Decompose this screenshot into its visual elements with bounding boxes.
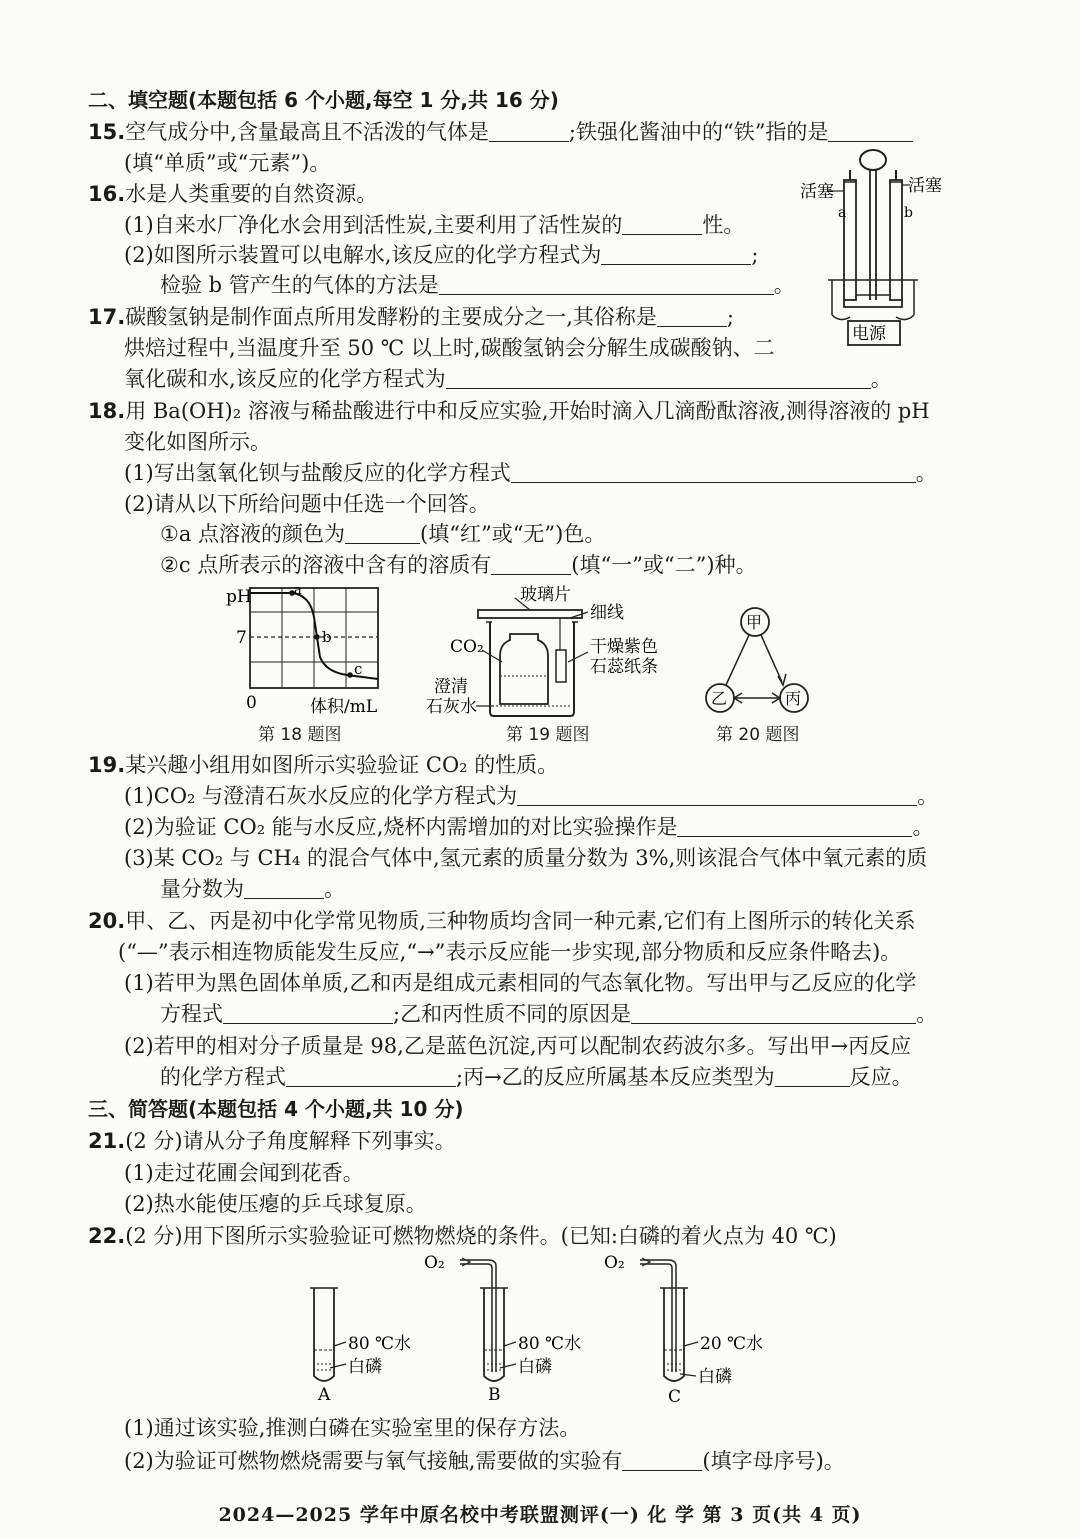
relation-triangle-figure (700, 600, 820, 720)
electrolysis-apparatus-figure (800, 145, 950, 355)
q15-text: 空气成分中,含量最高且不活泼的气体是 (125, 120, 489, 144)
tube-c-phosphorus: 白磷 (698, 1367, 732, 1387)
q22-stem-text: (2 分)用下图所示实验验证可燃物燃烧的条件。(已知:白磷的着火点为 40 ℃) (125, 1224, 837, 1248)
tube-a-letter: A (318, 1385, 331, 1405)
q19-part2 (124, 812, 933, 842)
q16-part1 (124, 210, 744, 240)
litmus-paper-label-2: 石蕊纸条 (590, 657, 658, 677)
page-footer: 2024—2025 学年中原名校中考联盟测评(一) 化 学 第 3 页(共 4 页) (218, 1504, 862, 1526)
q16-blank1[interactable] (622, 214, 702, 235)
fig19-caption: 第 19 题图 (506, 725, 590, 745)
q18-blank3[interactable] (491, 554, 571, 575)
valve-left-label: 活塞 (800, 182, 834, 202)
node-jia: 甲 (746, 613, 763, 632)
q20-blank1[interactable] (223, 1003, 393, 1024)
node-bing: 丙 (785, 689, 802, 708)
q19-blank1[interactable] (517, 785, 917, 806)
q17-line2: 烘焙过程中,当温度升至 50 ℃ 以上时,碳酸氢钠会分解生成碳酸钠、二 (124, 336, 775, 360)
q18-text: 用 Ba(OH)₂ 溶液与稀盐酸进行中和反应实验,开始时滴入几滴酚酞溶液,测得溶液的 pH (125, 399, 930, 423)
q18-line2: 变化如图所示。 (124, 430, 271, 454)
q20-blank2[interactable] (631, 1003, 916, 1024)
power-label: 电源 (852, 324, 886, 344)
q17-number: 17. (88, 305, 126, 329)
q18-option2 (160, 550, 757, 580)
q19-p2-end: 。 (912, 815, 934, 839)
tube-a-water: 80 ℃水 (348, 1334, 412, 1354)
q15-blank2[interactable] (828, 121, 913, 142)
co2-beaker-figure (420, 580, 680, 720)
q18-p1-end: 。 (915, 461, 937, 485)
q16-blank2[interactable] (601, 244, 751, 265)
tube-a-phosphorus: 白磷 (348, 1357, 382, 1377)
q16-p3-end: 。 (773, 273, 795, 297)
tube-c-letter: C (668, 1387, 682, 1407)
q20-blank3[interactable] (286, 1066, 456, 1087)
tube-b-letter: B (488, 1385, 501, 1405)
section-3-title: 三、简答题(本题包括 4 个小题,共 10 分) (88, 1097, 464, 1121)
q19-p3b-end: 。 (324, 877, 345, 901)
q20-part2: (2)若甲的相对分子质量是 98,乙是蓝色沉淀,丙可以配制农药波尔多。写出甲→丙反应 (124, 1034, 912, 1058)
q18-p1-text: (1)写出氢氧化钡与盐酸反应的化学方程式 (124, 461, 511, 485)
q18-o1-end: (填“红”或“无”)色。 (420, 522, 606, 546)
q20-p1b-text: 方程式 (160, 1002, 223, 1026)
q20-part1: (1)若甲为黑色固体单质,乙和丙是组成元素相同的气态氧化物。写出甲与乙反应的化学 (124, 971, 917, 995)
q22-part1: (1)通过该实验,推测白磷在实验室里的保存方法。 (124, 1416, 581, 1440)
tube-a (310, 1288, 411, 1405)
tube-b (424, 1253, 581, 1405)
q17-line3 (124, 364, 892, 394)
q20-p1b-mid: ;乙和丙性质不同的原因是 (393, 1002, 632, 1026)
tube-b-o2: O₂ (424, 1253, 445, 1273)
q20-part1b (160, 999, 937, 1029)
q22-part2 (124, 1446, 845, 1476)
q16-p3-text: 检验 b 管产生的气体的方法是 (160, 273, 439, 297)
section-2-title: 二、填空题(本题包括 6 个小题,每空 1 分,共 16 分) (88, 88, 559, 112)
fig20-caption: 第 20 题图 (716, 725, 800, 745)
litmus-paper-label-1: 干燥紫色 (590, 637, 658, 657)
q18-o1-text: ①a 点溶液的颜色为 (160, 522, 346, 546)
q18-o2-end: (填“一”或“二”)种。 (571, 553, 757, 577)
q20-line2: (“—”表示相连物质能发生反应,“→”表示反应能一步实现,部分物质和反应条件略去)。 (118, 940, 902, 964)
point-a-label: a (294, 583, 302, 598)
q19-p3b-text: 量分数为 (160, 877, 244, 901)
tube-c (604, 1253, 763, 1407)
q16-stem-text: 水是人类重要的自然资源。 (125, 182, 378, 206)
q16-blank3[interactable] (439, 274, 774, 295)
q16-part3 (160, 270, 795, 300)
tube-a-label: a (838, 205, 847, 221)
q19-part1 (124, 781, 938, 811)
q19-number: 19. (88, 753, 126, 777)
co2-gas-label: CO₂ (450, 637, 484, 657)
q22-p2-text: (2)为验证可燃物燃烧需要与氧气接触,需要做的实验有 (124, 1449, 623, 1473)
origin-label: 0 (246, 693, 257, 713)
glass-plate-label: 玻璃片 (520, 585, 571, 605)
q20-part2b (160, 1062, 913, 1092)
q16-stem (88, 179, 377, 209)
q20-p2b-text: 的化学方程式 (160, 1065, 286, 1089)
q20-p2b-end: 反应。 (849, 1065, 913, 1089)
q21-stem (88, 1126, 456, 1156)
q18-part2: (2)请从以下所给问题中任选一个回答。 (124, 492, 490, 516)
test-tubes-figure (300, 1252, 800, 1412)
q15-line1 (88, 117, 913, 147)
q16-p2-text: (2)如图所示装置可以电解水,该反应的化学方程式为 (124, 243, 602, 267)
q17-line3-text: 氧化碳和水,该反应的化学方程式为 (124, 367, 446, 391)
tube-b-label: b (904, 205, 913, 221)
tube-b-water: 80 ℃水 (518, 1334, 582, 1354)
q18-number: 18. (88, 399, 126, 423)
q19-p1-end: 。 (917, 784, 939, 808)
q17-blank2[interactable] (446, 368, 871, 389)
point-c-label: c (354, 660, 363, 678)
q22-stem (88, 1221, 837, 1251)
q19-stem (88, 750, 558, 780)
q19-p1-text: (1)CO₂ 与澄清石灰水反应的化学方程式为 (124, 784, 518, 808)
volume-axis-label: 体积/mL (310, 697, 378, 717)
q16-part2 (124, 240, 759, 270)
q18-o2-text: ②c 点所表示的溶液中含有的溶质有 (160, 553, 492, 577)
q22-blank1[interactable] (622, 1450, 702, 1471)
q16-number: 16. (88, 182, 126, 206)
q17-line1-end: ; (726, 305, 734, 329)
q21-part2: (2)热水能使压瘪的乒乓球复原。 (124, 1192, 427, 1216)
q20-p2b-mid: ;丙→乙的反应所属基本反应类型为 (456, 1065, 775, 1089)
q20-p1b-end: 。 (916, 1002, 938, 1026)
q18-line1 (88, 396, 930, 426)
limewater-label-1: 澄清 (434, 677, 468, 697)
q15-blank1[interactable] (489, 121, 569, 142)
q17-text: 碳酸氢钠是制作面点所用发酵粉的主要成分之一,其俗称是 (125, 305, 657, 329)
q15-mid: ;铁强化酱油中的“铁”指的是 (568, 120, 829, 144)
q19-part3: (3)某 CO₂ 与 CH₄ 的混合气体中,氢元素的质量分数为 3%,则该混合气体中氧元素的质 (124, 846, 928, 870)
q18-option1 (160, 519, 605, 549)
ph-axis-label: pH (226, 587, 252, 607)
q16-p1-end: 性。 (702, 213, 745, 237)
q19-stem-text: 某兴趣小组用如图所示实验验证 CO₂ 的性质。 (125, 753, 559, 777)
q17-line3-end: 。 (870, 367, 892, 391)
q18-part1 (124, 458, 937, 488)
q15-line2: (填“单质”或“元素”)。 (124, 151, 331, 175)
ph-curve-figure (222, 582, 392, 722)
tube-c-water: 20 ℃水 (700, 1334, 764, 1354)
q18-blank1[interactable] (511, 462, 916, 483)
ph-seven-tick: 7 (236, 628, 247, 648)
q21-stem-text: (2 分)请从分子角度解释下列事实。 (125, 1129, 456, 1153)
tube-c-o2: O₂ (604, 1253, 625, 1273)
q19-blank2[interactable] (677, 816, 912, 837)
q17-blank1[interactable] (657, 306, 727, 327)
q21-number: 21. (88, 1129, 126, 1153)
q20-number: 20. (88, 909, 126, 933)
thread-label: 细线 (590, 603, 624, 623)
q19-p2-text: (2)为验证 CO₂ 能与水反应,烧杯内需增加的对比实验操作是 (124, 815, 678, 839)
q16-p2-end: ; (751, 243, 759, 267)
q20-line1 (88, 906, 916, 936)
q16-p1-text: (1)自来水厂净化水会用到活性炭,主要利用了活性炭的 (124, 213, 623, 237)
q19-part3b (160, 874, 345, 904)
fig18-caption: 第 18 题图 (258, 725, 342, 745)
q15-number: 15. (88, 120, 126, 144)
q22-p2-end: (填字母序号)。 (702, 1449, 845, 1473)
node-yi: 乙 (711, 689, 728, 708)
q21-part1: (1)走过花圃会闻到花香。 (124, 1161, 364, 1185)
valve-right-label: 活塞 (908, 176, 942, 196)
q20-blank4[interactable] (775, 1066, 850, 1087)
point-b-label: b (322, 628, 332, 646)
limewater-label-2: 石灰水 (426, 697, 477, 717)
q22-number: 22. (88, 1224, 126, 1248)
q18-blank2[interactable] (345, 523, 420, 544)
q19-blank3[interactable] (244, 878, 324, 899)
q20-text: 甲、乙、丙是初中化学常见物质,三种物质均含同一种元素,它们有上图所示的转化关系 (125, 909, 916, 933)
tube-b-phosphorus: 白磷 (518, 1357, 552, 1377)
q17-line1 (88, 302, 734, 332)
